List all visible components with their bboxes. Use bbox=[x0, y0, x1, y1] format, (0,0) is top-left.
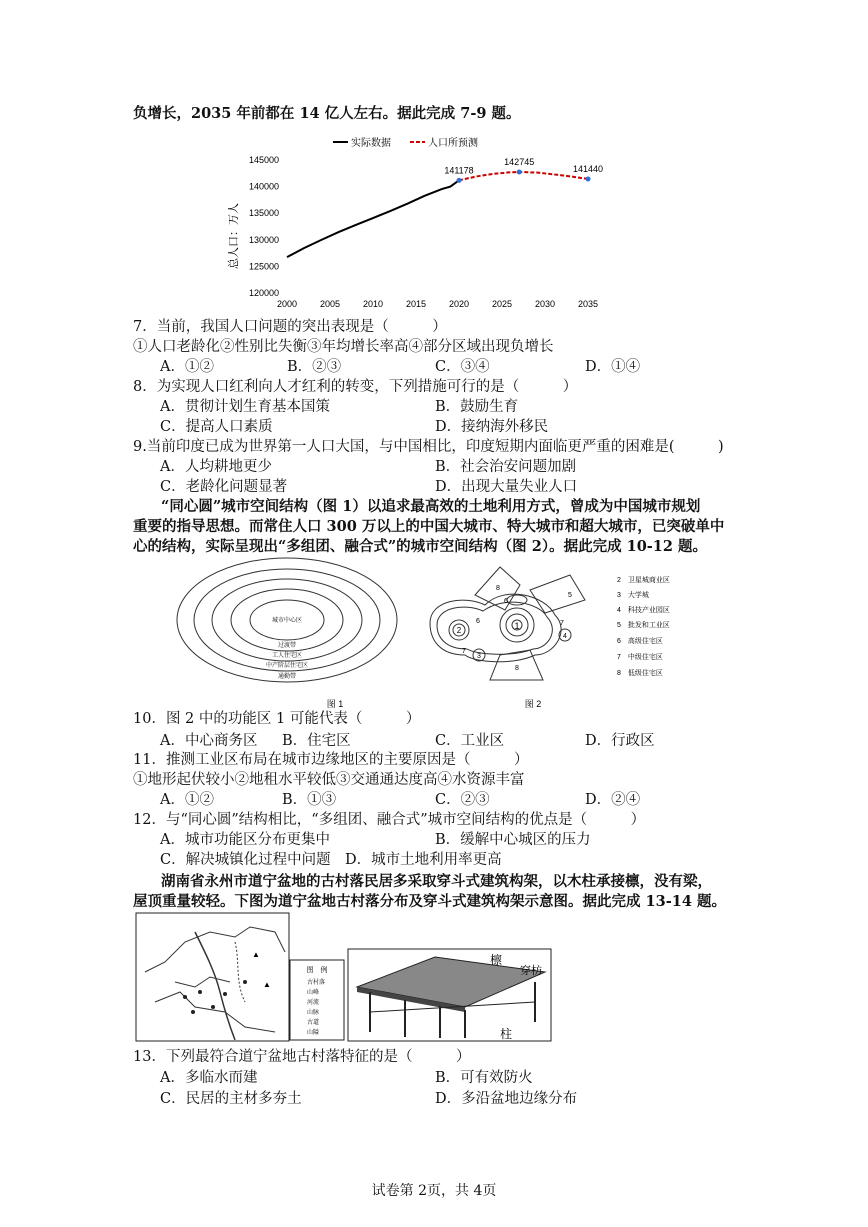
q12-option-d[interactable]: D．城市土地利用率更高 bbox=[345, 852, 502, 868]
legend-forecast: 人口所预测 bbox=[428, 138, 478, 149]
svg-text:▲: ▲ bbox=[263, 980, 271, 989]
svg-text:5: 5 bbox=[568, 592, 572, 599]
q7-option-b[interactable]: B．②③ bbox=[287, 359, 342, 375]
svg-text:6: 6 bbox=[504, 598, 508, 605]
svg-text:河流: 河流 bbox=[307, 1000, 320, 1006]
city-structure-figures bbox=[175, 555, 715, 715]
figure-2-legend bbox=[617, 575, 670, 677]
svg-text:4 科技产业园区: 4 科技产业园区 bbox=[617, 607, 670, 614]
q8-option-a[interactable]: A．贯彻计划生育基本国策 bbox=[160, 399, 330, 415]
svg-text:中产阶层住宅区: 中产阶层住宅区 bbox=[265, 663, 309, 669]
x-tick-label: 2035 bbox=[577, 299, 599, 309]
figure-2-caption: 图 2 bbox=[524, 699, 542, 709]
basin-map bbox=[136, 913, 344, 1041]
passage2-line-1: “同心圆”城市空间结构（图 1）以追求最高效的土地利用方式，曾成为中国城市规划 bbox=[161, 498, 701, 515]
svg-text:过渡带: 过渡带 bbox=[277, 643, 297, 649]
label-chuanfang: 穿枋 bbox=[520, 965, 542, 977]
data-label: 142745 bbox=[504, 156, 535, 167]
x-tick-label: 2010 bbox=[362, 299, 384, 309]
q7-option-c[interactable]: C．③④ bbox=[435, 359, 490, 375]
q9-stem: 9.当前印度已成为世界第一人口大国，与中国相比，印度短期内面临更严重的困难是( ) bbox=[133, 439, 724, 455]
q9-option-b[interactable]: B．社会治安问题加剧 bbox=[435, 459, 577, 475]
q9-option-d[interactable]: D．出现大量失业人口 bbox=[435, 479, 578, 495]
q7-items: ①人口老龄化②性别比失衡③年均增长率高④部分区域出现负增长 bbox=[133, 339, 554, 355]
x-tick-label: 2025 bbox=[491, 299, 513, 309]
svg-text:6: 6 bbox=[476, 618, 480, 625]
svg-text:6 高级住宅区: 6 高级住宅区 bbox=[617, 638, 663, 645]
series-actual-line bbox=[287, 180, 459, 257]
svg-text:4: 4 bbox=[563, 633, 567, 640]
passage3-line-1: 湖南省永州市道宁盆地的古村落民居多采取穿斗式建筑构架，以木柱承接檩，没有梁， bbox=[161, 873, 712, 890]
q11-option-b[interactable]: B．①③ bbox=[282, 792, 337, 808]
svg-text:7 中级住宅区: 7 中级住宅区 bbox=[617, 654, 663, 661]
x-tick-label: 2020 bbox=[448, 299, 470, 309]
q12-option-a[interactable]: A．城市功能区分布更集中 bbox=[160, 832, 330, 848]
figure-1-caption: 图 1 bbox=[326, 699, 344, 709]
q7-stem: 7．当前，我国人口问题的突出表现是（ ） bbox=[133, 319, 447, 335]
q10-option-b[interactable]: B．住宅区 bbox=[282, 733, 351, 749]
svg-text:3 大学城: 3 大学城 bbox=[617, 592, 649, 599]
q8-stem: 8．为实现人口红利向人才红利的转变，下列措施可行的是（ ） bbox=[133, 379, 578, 395]
figure-2-multicluster bbox=[430, 567, 585, 709]
x-tick-label: 2005 bbox=[319, 299, 341, 309]
map-legend-title: 图 例 bbox=[306, 967, 328, 974]
legend-actual: 实际数据 bbox=[351, 138, 391, 149]
q9-option-a[interactable]: A．人均耕地更少 bbox=[160, 459, 272, 475]
y-tick-label: 130000 bbox=[248, 234, 279, 245]
plot-area bbox=[287, 157, 603, 257]
q8-option-d[interactable]: D．接纳海外移民 bbox=[435, 419, 549, 435]
data-label: 141440 bbox=[572, 163, 604, 174]
x-tick-label: 2000 bbox=[276, 299, 298, 309]
q12-stem: 12．与“同心圆”结构相比，“多组团、融合式”城市空间结构的优点是（ ） bbox=[133, 812, 646, 828]
intro-line: 负增长，2035 年前都在 14 亿人左右。据此完成 7-9 题。 bbox=[133, 105, 521, 122]
q10-option-d[interactable]: D．行政区 bbox=[585, 733, 655, 749]
q7-option-a[interactable]: A．①② bbox=[160, 359, 214, 375]
passage2-line-3: 心的结构，实际呈现出“多组团、融合式”的城市空间结构（图 2）。据此完成 10-12 题。 bbox=[133, 538, 708, 555]
y-tick-label: 125000 bbox=[248, 261, 279, 272]
data-point bbox=[586, 176, 591, 181]
q11-option-c[interactable]: C．②③ bbox=[435, 792, 490, 808]
q11-option-d[interactable]: D．②④ bbox=[585, 792, 641, 808]
svg-text:7: 7 bbox=[560, 620, 564, 627]
x-ticks bbox=[277, 299, 598, 309]
svg-text:8: 8 bbox=[496, 585, 500, 592]
chuandou-frame bbox=[348, 949, 551, 1041]
svg-text:山脉: 山脉 bbox=[307, 1010, 320, 1016]
svg-text:山峰: 山峰 bbox=[307, 990, 320, 996]
q13-option-c[interactable]: C．民居的主材多夯土 bbox=[160, 1091, 302, 1107]
svg-text:2: 2 bbox=[456, 626, 462, 635]
svg-text:通勤带: 通勤带 bbox=[277, 674, 297, 680]
village-map-and-frame bbox=[135, 912, 555, 1044]
label-lin: 檩 bbox=[490, 953, 503, 967]
q11-stem: 11．推测工业区布局在城市边缘地区的主要原因是（ ） bbox=[133, 752, 529, 768]
svg-text:7: 7 bbox=[462, 648, 466, 655]
figure-1-concentric bbox=[177, 558, 397, 709]
data-point bbox=[457, 178, 462, 183]
q10-option-c[interactable]: C．工业区 bbox=[435, 733, 505, 749]
svg-text:工人住宅区: 工人住宅区 bbox=[271, 653, 303, 659]
q10-stem: 10．图 2 中的功能区 1 可能代表（ ） bbox=[133, 711, 421, 727]
series-forecast-line bbox=[459, 172, 588, 180]
y-axis-label: 总人口：万人 bbox=[228, 203, 240, 269]
q13-option-b[interactable]: B．可有效防火 bbox=[435, 1070, 533, 1086]
q13-option-d[interactable]: D．多沿盆地边缘分布 bbox=[435, 1091, 578, 1107]
q12-option-b[interactable]: B．缓解中心城区的压力 bbox=[435, 832, 591, 848]
q9-option-c[interactable]: C．老龄化问题显著 bbox=[160, 479, 288, 495]
page-footer: 试卷第 2页，共 4页 bbox=[371, 1183, 497, 1199]
q13-stem: 13．下列最符合道宁盆地古村落特征的是（ ） bbox=[133, 1049, 471, 1065]
q8-option-c[interactable]: C．提高人口素质 bbox=[160, 419, 273, 435]
x-tick-label: 2015 bbox=[405, 299, 427, 309]
label-zhu: 柱 bbox=[500, 1027, 513, 1041]
svg-text:1: 1 bbox=[514, 621, 520, 631]
svg-text:山隘: 山隘 bbox=[307, 1030, 320, 1036]
passage3-line-2: 屋顶重量较轻。下图为道宁盆地古村落分布及穿斗式建筑构架示意图。据此完成 13-14 题。 bbox=[133, 893, 726, 910]
y-tick-label: 140000 bbox=[248, 181, 279, 192]
svg-text:城市中心区: 城市中心区 bbox=[271, 618, 303, 624]
svg-text:3: 3 bbox=[477, 653, 481, 660]
data-label: 141178 bbox=[444, 165, 474, 176]
chart-legend bbox=[333, 136, 478, 149]
svg-text:5 批发和工业区: 5 批发和工业区 bbox=[617, 622, 670, 629]
svg-text:古村落: 古村落 bbox=[307, 980, 326, 986]
q13-option-a[interactable]: A．多临水而建 bbox=[160, 1070, 258, 1086]
q7-option-d[interactable]: D．①④ bbox=[585, 359, 641, 375]
passage2-line-2: 重要的指导思想。而常住人口 300 万以上的中国大城市、特大城市和超大城市，已突破单中 bbox=[133, 518, 725, 535]
y-tick-label: 135000 bbox=[248, 208, 279, 219]
data-point bbox=[517, 169, 522, 174]
svg-text:▲: ▲ bbox=[252, 950, 260, 959]
q11-items: ①地形起伏较小②地租水平较低③交通通达度高④水资源丰富 bbox=[133, 772, 525, 788]
q12-option-c[interactable]: C．解决城镇化过程中问题 bbox=[160, 852, 331, 868]
q8-option-b[interactable]: B．鼓励生育 bbox=[435, 399, 519, 415]
svg-text:2 卫星城商业区: 2 卫星城商业区 bbox=[617, 577, 670, 584]
svg-text:8 低级住宅区: 8 低级住宅区 bbox=[617, 670, 663, 677]
y-tick-label: 120000 bbox=[248, 288, 279, 298]
x-tick-label: 2030 bbox=[534, 299, 556, 309]
y-ticks bbox=[249, 155, 279, 298]
y-tick-label: 145000 bbox=[248, 155, 279, 165]
q11-option-a[interactable]: A．①② bbox=[160, 792, 214, 808]
population-chart bbox=[220, 128, 620, 318]
svg-text:古道: 古道 bbox=[307, 1020, 320, 1026]
svg-text:8: 8 bbox=[515, 665, 519, 672]
q10-option-a[interactable]: A．中心商务区 bbox=[160, 733, 258, 749]
